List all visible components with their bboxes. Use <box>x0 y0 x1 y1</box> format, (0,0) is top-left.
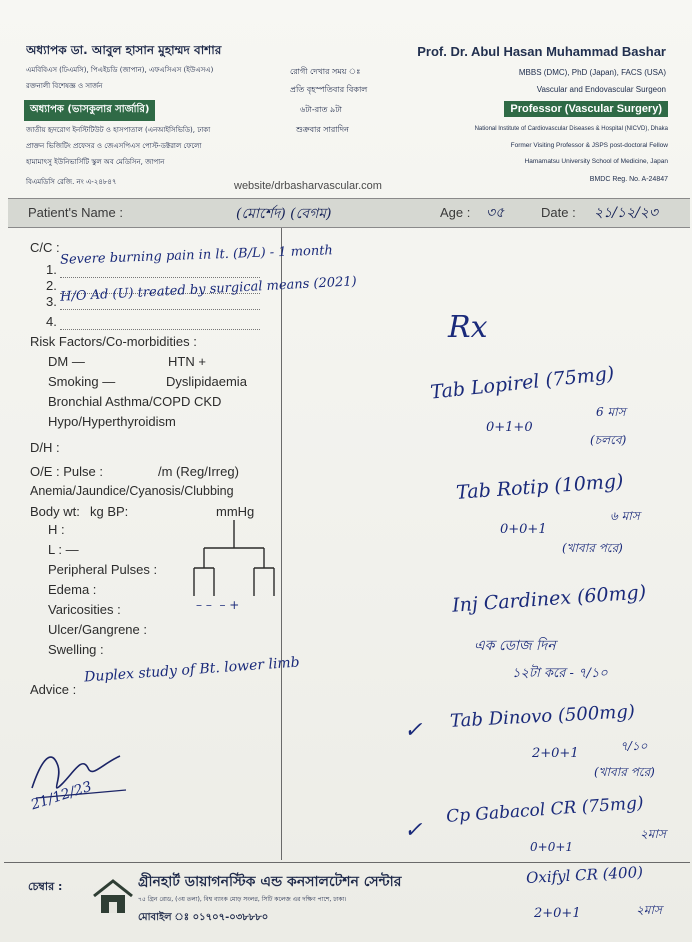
en-doctor-name: Prof. Dr. Abul Hasan Muhammad Bashar <box>417 44 666 59</box>
swelling-label: Swelling : <box>48 642 104 657</box>
bn-institute-1: জাতীয় হৃদরোগ ইনস্টিটিউট ও হাসপাতাল (এনআইসিভিডি), ঢাকা <box>26 126 211 134</box>
cc-number-2: 2. <box>46 278 57 293</box>
bn-institute-3: হামামাৎসু ইউনিভার্সিটি স্কুল অব মেডিসিন, জাপান <box>26 158 165 166</box>
signature-date: 21/12/23 <box>29 778 94 814</box>
rx-note-5: ২মাস <box>640 827 666 841</box>
bn-visit-time-3: শুক্রবার সারাদিন <box>296 125 349 134</box>
anemia-label: Anemia/Jaundice/Cyanosis/Clubbing <box>30 484 234 498</box>
en-degrees: MBBS (DMC), PhD (Japan), FACS (USA) <box>518 68 666 77</box>
patient-name-label: Patient's Name : <box>28 205 123 220</box>
en-specialty: Vascular and Endovascular Surgeon <box>536 85 666 94</box>
advice-handwriting: Duplex study of Bt. lower limb <box>83 654 301 686</box>
en-institute-1: National Institute of Cardiovascular Diseases & Hospital (NICVD), Dhaka <box>474 126 668 132</box>
rx-drug-5: Cp Gabacol CR (75mg) <box>445 793 645 827</box>
bn-institute-2: প্রাক্তন ভিজিটিং প্রফেসর ও জেএসপিএস পোস্ট-ডক্টরাল ফেলো <box>26 142 202 150</box>
bn-visit-time-2: ৬টা-রাত ৯টা <box>300 105 342 114</box>
rx-dose-4: 2+0+1 <box>532 746 579 761</box>
cc-line-3 <box>60 308 260 310</box>
peripheral-pulses-label: Peripheral Pulses : <box>48 562 158 577</box>
h-label: H : <box>48 522 65 537</box>
thyroid-label: Hypo/Hyperthyroidism <box>48 414 176 429</box>
rx-dose-3: এক ডোজ দিন <box>474 638 556 654</box>
column-divider <box>281 228 282 860</box>
dh-label: D/H : <box>30 440 60 455</box>
bn-registration: বিএমডিসি রেজি. নং এ-২৪৮৪৭ <box>26 178 117 186</box>
center-phone: মোবাইল ঃ ০১৭০৭-০৩৮৮৮০ <box>138 912 269 923</box>
oe-pulse-label: O/E : Pulse : <box>30 464 103 479</box>
asthma-label: Bronchial Asthma/COPD CKD <box>48 394 222 409</box>
cc-number-3: 3. <box>46 294 57 309</box>
en-badge: Professor (Vascular Surgery) <box>504 101 668 117</box>
risk-factors-label: Risk Factors/Co-morbidities : <box>30 334 197 349</box>
dyslipidaemia-label: Dyslipidaemia <box>166 374 247 389</box>
date-label: Date : <box>541 205 576 220</box>
rx-drug-1: Tab Lopirel (75mg) <box>429 362 616 404</box>
age-value: ৩৫ <box>486 205 505 221</box>
htn-label: HTN + <box>168 354 206 369</box>
rx-drug-3: Inj Cardinex (60mg) <box>451 581 647 617</box>
bn-visit-time-1: প্রতি বৃহস্পতিবার বিকাল <box>290 85 368 94</box>
age-label: Age : <box>440 205 471 220</box>
cc-number-4: 4. <box>46 314 57 329</box>
chamber-label: চেম্বার : <box>28 880 63 893</box>
rx-note-2: ৬ মাস <box>610 509 640 523</box>
website: website/drbasharvascular.com <box>234 180 382 192</box>
rx-extra-2: (খাবার পরে) <box>562 541 623 555</box>
house-logo <box>92 878 134 916</box>
cc-line-1 <box>60 276 260 278</box>
cc-handwriting-3: H/O Ad (U) treated by surgical means (2021) <box>59 274 358 305</box>
center-name: গ্রীনহার্ট ডায়াগনস্টিক এন্ড কনসালটেশন সেন্টার <box>138 874 402 890</box>
rx-note-6: ২মাস <box>636 903 662 917</box>
ulcer-label: Ulcer/Gangrene : <box>48 622 147 637</box>
pulse-marks: – – – + <box>196 598 240 612</box>
rx-dose-6: 2+0+1 <box>534 906 581 921</box>
cc-handwriting-1: Severe burning pain in lt. (B/L) - 1 month <box>59 243 334 268</box>
edema-label: Edema : <box>48 582 97 597</box>
en-institute-3: Hamamatsu University School of Medicine, Japan <box>524 158 668 165</box>
varicosities-label: Varicosities : <box>48 602 121 617</box>
pulse-unit-label: /m (Reg/Irreg) <box>158 464 239 479</box>
rx-dose-5: 0+0+1 <box>530 840 574 854</box>
rx-check-1: ✓ <box>404 718 423 743</box>
dm-label: DM — <box>48 354 85 369</box>
bn-degrees: এমবিবিএস (ঢিএমসি), পিএইচডি (জাপান), এফএসিএস (ইউএসএ) <box>26 66 214 74</box>
cc-line-4 <box>60 328 260 330</box>
footer-divider <box>4 862 690 863</box>
bn-badge: অধ্যাপক (ভাসকুলার সার্জারি) <box>24 100 155 121</box>
rx-dose-1: 0+1+0 <box>486 420 533 435</box>
kg-bp-label: kg BP: <box>90 504 129 519</box>
bn-specialty: রক্তনালী বিশেষজ্ঞ ও সার্জন <box>26 82 103 90</box>
bn-doctor-name: অধ্যাপক ডা. আবুল হাসান মুহাম্মদ বাশার <box>26 43 222 57</box>
en-institute-2: Former Visiting Professor & JSPS post-doctoral Fellow <box>510 142 668 149</box>
cc-number-1: 1. <box>46 262 57 277</box>
bn-visit-time-title: রোগী দেখার সময় ঃ <box>290 67 361 76</box>
rx-symbol: Rx <box>448 310 488 345</box>
rx-extra-1: (চলবে) <box>590 433 627 447</box>
rx-note-4: ৭/১০ <box>620 739 648 753</box>
rx-extra-4: (খাবার পরে) <box>594 765 655 779</box>
en-registration: BMDC Reg. No. A-24847 <box>589 176 668 183</box>
patient-bar <box>8 198 690 228</box>
date-value: ২১/১২/২৩ <box>594 205 659 221</box>
center-address: ৭৫ গ্রিন রোড, (৩য় তলা), বিশ্ব ব্যাংক মোড় সংলগ্ন, সিটি কলেজ এর দক্ষিণ পাশে, ঢাকা। <box>138 896 347 903</box>
cc-label: C/C : <box>30 240 60 255</box>
rx-note-3: ১২টা করে - ৭/১০ <box>512 666 608 681</box>
patient-name-value: (মোর্শেদ) (বেগম) <box>236 206 332 222</box>
body-wt-label: Body wt: <box>30 504 80 519</box>
smoking-label: Smoking — <box>48 374 116 389</box>
rx-drug-2: Tab Rotip (10mg) <box>455 470 625 504</box>
rx-note-1: 6 মাস <box>596 405 626 419</box>
rx-drug-6: Oxifyl CR (400) <box>525 862 644 888</box>
advice-label: Advice : <box>30 682 77 697</box>
rx-dose-2: 0+0+1 <box>500 522 547 537</box>
rx-check-2: ✓ <box>404 818 423 843</box>
l-label: L : — <box>48 542 79 557</box>
mmhg-label: mmHg <box>216 504 255 519</box>
rx-drug-4: Tab Dinovo (500mg) <box>449 701 636 732</box>
